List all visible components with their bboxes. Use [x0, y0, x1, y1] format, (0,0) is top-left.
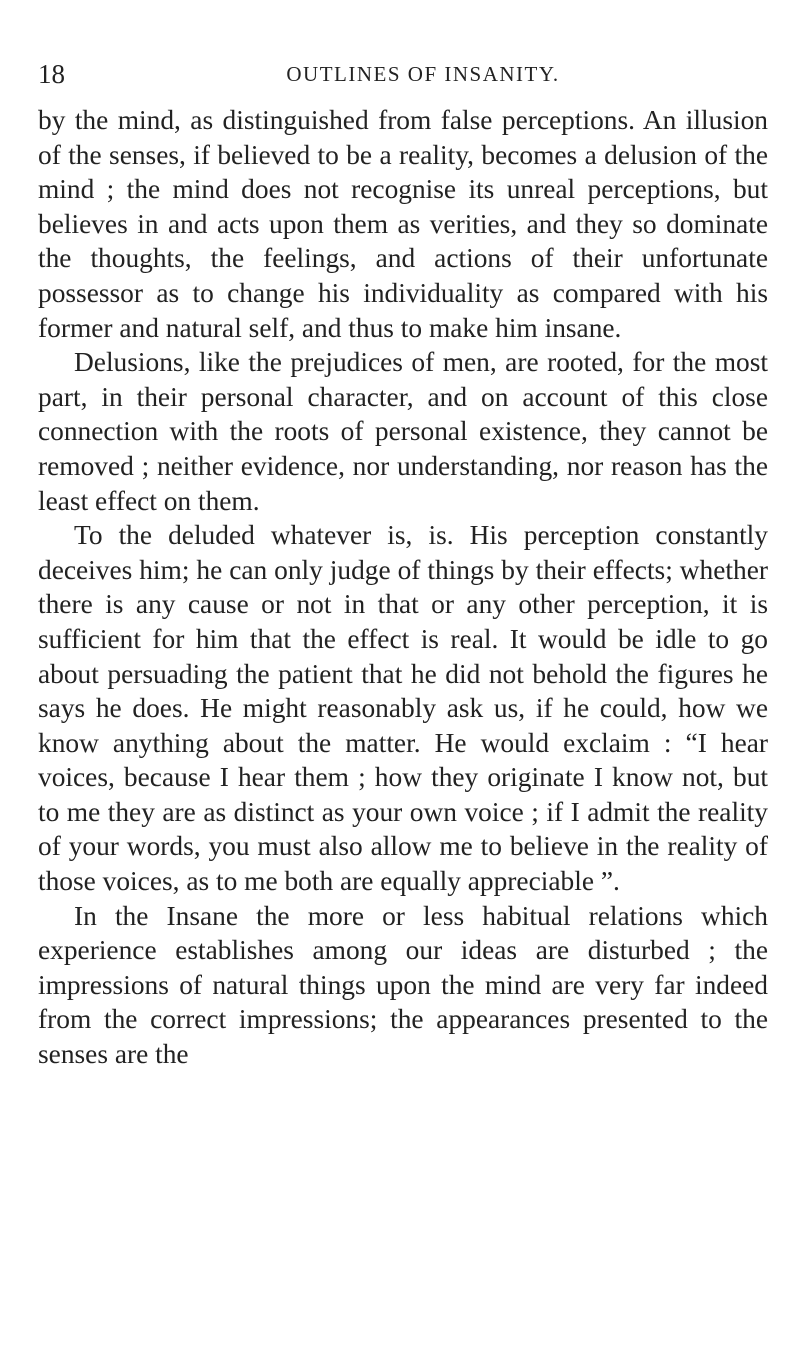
paragraph-insane: In the Insane the more or less habitual relations which experience establishes among our ideas are disturbed ; the impressions of natural things upon the mind are very far indeed from the correct impressions; the appearances presented to the senses are the — [38, 900, 768, 1070]
running-title: OUTLINES OF INSANITY. — [286, 62, 560, 86]
paragraph-deluded: To the deluded whatever is, is. His perception constantly deceives him; he can only judge of things by their effects; whether there is any cause or not in that or any other perception, it is sufficient for him that the effect is real. It would be idle to go about persuading the patient that he did not behold the figures he says he does. He might reasonably ask us, if he could, how we know anything about the matter. He would exclaim : “I hear voices, because I hear them ; how they originate I know not, but to me they are as distinct as your own voice ; if I admit the reality of your words, you must also allow me to believe in the reality of those voices, as to me both are equally appreciable ”. — [38, 520, 768, 897]
paragraph-delusions: Delusions, like the prejudices of men, are rooted, for the most part, in their personal character, and on account of this close connection with the roots of personal existence, they cannot be removed ; neither evidence, nor understanding, nor reason has the least effect on them. — [38, 347, 768, 516]
page-number: 18 — [38, 59, 65, 89]
body-text — [38, 103, 768, 1072]
paragraph-continued: by the mind, as distinguished from false perceptions. An illusion of the senses, if believed to be a reality, becomes a delusion of the mind ; the mind does not recognise its unreal perceptions, but believes in and acts upon them as verities, and they so dominate the thoughts, the feelings, and actions of their unfortunate possessor as to change his individuality as compared with his former and natural self, and thus to make him insane. — [38, 105, 768, 343]
running-head — [38, 54, 768, 94]
